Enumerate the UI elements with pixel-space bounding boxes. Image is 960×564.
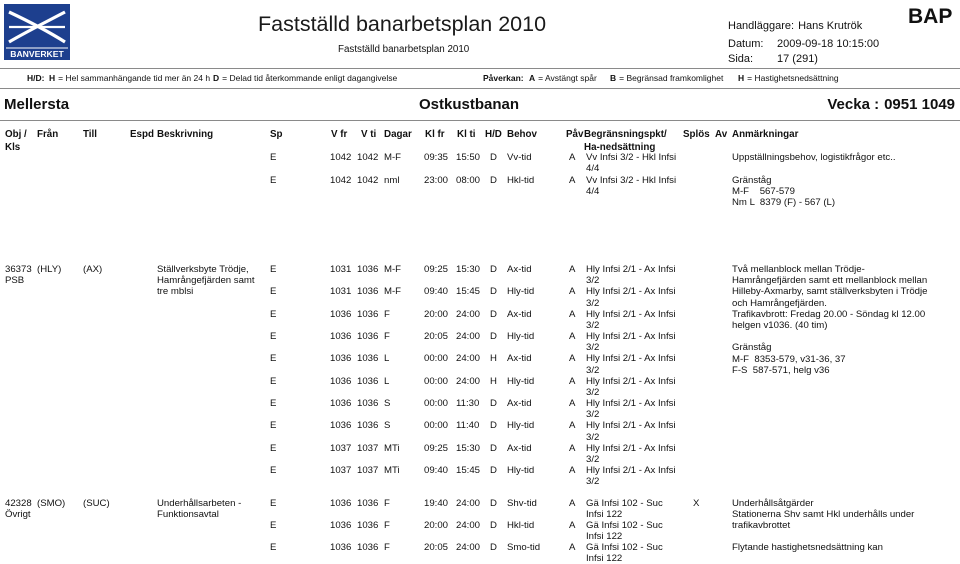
col-header-till: Till [83,129,97,140]
document-code: BAP [908,5,953,28]
remarks-line: Nm L 8379 (F) - 567 (L) [732,197,836,209]
time-to-cell: 08:00 [456,174,481,186]
legend-pav-label-text: Påverkan: [483,73,524,83]
need-cell: Vv-tid [507,152,532,163]
week-to-cell: 1036 [357,398,379,409]
sp-cell: E [270,465,277,476]
hd-cell: D [490,152,497,163]
hd-cell: D [490,174,497,186]
col-header-behov: Behov [507,129,537,140]
need-cell: Ax-tid [507,353,532,365]
time-from-cell: 23:00 [424,174,449,186]
limit-points-cell [586,376,676,398]
days-cell: MTi [384,465,400,476]
week-to-cell: 1036 [357,308,379,320]
week-from-cell: 1031 [330,286,352,298]
remarks-paragraph [732,175,835,209]
legend-text: = Hastighetsnedsättning [747,73,839,83]
hd-cell: D [490,286,497,298]
hd-cell: H [490,353,497,365]
col-header-splos: Splös [683,129,710,140]
need-cell: Hkl-tid [507,519,535,531]
hd-cell: H [490,375,497,387]
time-from-cell: 00:00 [424,353,449,365]
schedule-row [0,420,960,442]
sp-cell: E [270,308,277,320]
sp-cell: E [270,398,277,409]
schedule-row [0,331,960,353]
hd-cell: D [490,331,497,342]
hd-cell: D [490,465,497,476]
sp-cell: E [270,420,277,432]
time-from-cell: 20:00 [424,519,449,531]
legend-key: A [529,73,536,83]
limit-points-line: Hly Infsi 2/1 - Ax Infsi [586,308,676,320]
days-cell: F [384,308,390,320]
days-cell: F [384,331,390,342]
description-line: Ställverksbyte Trödje, [157,264,249,275]
remarks-line: och Hamrångefjärden. [732,297,827,309]
legend-key: B [610,73,617,83]
limit-points-cell [586,398,676,420]
track-release-cell: X [693,498,700,509]
time-to-cell: 15:45 [456,465,481,476]
remarks-cell [732,175,835,209]
col-header-pav: Påv [566,129,584,140]
district-name: Mellersta [4,96,70,113]
need-cell: Ax-tid [507,308,532,320]
week-to-cell: 1037 [357,465,379,476]
datum-value: 2009-09-18 10:15:00 [777,38,880,50]
week-from-cell: 1042 [330,152,352,163]
days-cell: F [384,498,390,509]
remarks-paragraph [732,542,883,553]
object-id-line: PSB [5,275,25,287]
limit-points-line: Hly Infsi 2/1 - Ax Infsi [586,264,676,275]
time-to-cell: 24:00 [456,498,481,509]
time-from-cell: 09:25 [424,264,449,275]
limit-points-cell [586,520,663,542]
impact-cell: A [569,420,576,432]
remarks-line: trafikavbrottet [732,520,791,532]
remarks-line: Gränståg [732,342,772,354]
limit-points-line: Hly Infsi 2/1 - Ax Infsi [586,375,676,387]
legend-text: = Delad tid återkommande enligt dagangivelse [222,73,398,83]
description-line: Funktionsavtal [157,509,219,521]
time-to-cell: 24:00 [456,331,481,342]
limit-points-line: 3/2 [586,409,600,421]
remarks-line: Hilleby-Axmarby, samt ställverksbyten i Trödje [732,286,928,298]
hd-cell: D [490,420,497,432]
impact-cell: A [569,308,576,320]
sp-cell: E [270,174,277,186]
remarks-cell [732,542,883,553]
week-from-cell: 1037 [330,465,352,476]
limit-points-line: Hly Infsi 2/1 - Ax Infsi [586,465,676,476]
limit-points-line: 3/2 [586,476,600,488]
sp-cell: E [270,442,277,454]
remarks-paragraph [732,152,896,163]
sida-label: Sida: [728,53,754,65]
remarks-line: Trafikavbrott: Fredag 20.00 - Söndag kl 12.00 [732,308,926,320]
impact-cell: A [569,375,576,387]
limit-points-line: 3/2 [586,386,600,398]
limit-points-line: 4/4 [586,186,600,197]
week-from-cell: 1036 [330,308,352,320]
week-to-cell: 1036 [357,420,379,432]
time-to-cell: 11:30 [456,398,480,409]
limit-points-cell [586,152,676,174]
col-header-line: Kls [5,142,21,153]
limit-points-cell [586,286,676,308]
week-from-cell: 1031 [330,264,352,275]
days-cell: L [384,375,390,387]
impact-cell: A [569,286,576,298]
week-to-cell: 1036 [357,541,379,553]
object-id-line: 36373 [5,264,32,275]
limit-points-line: Hly Infsi 2/1 - Ax Infsi [586,420,676,432]
sp-cell: E [270,519,277,531]
limit-points-cell [586,264,676,286]
days-cell: L [384,353,390,365]
schedule-row [0,286,960,308]
col-header-av: Av [715,129,728,140]
week-from-cell: 1036 [330,398,352,409]
sp-cell: E [270,375,277,387]
legend-key: D [213,73,220,83]
handlaggare-label: Handläggare: [728,20,795,32]
impact-cell: A [569,152,576,163]
sida-value: 17 (291) [777,53,818,65]
schedule-row [0,398,960,420]
sp-cell: E [270,498,277,509]
hd-cell: D [490,498,497,509]
limit-points-cell [586,498,663,520]
description-line: Hamrångefjärden samt [157,275,255,287]
time-to-cell: 24:00 [456,519,481,531]
hd-cell: D [490,308,497,320]
schedule-row [0,353,960,375]
limit-points-line: Vv Infsi 3/2 - Hkl Infsi [586,152,677,163]
time-to-cell: 24:00 [456,353,481,365]
impact-cell: A [569,442,576,454]
time-from-cell: 09:25 [424,442,449,454]
need-cell: Smo-tid [507,541,541,553]
week-from-cell: 1042 [330,174,352,186]
hd-cell: D [490,264,497,275]
sp-cell: E [270,353,277,365]
sp-cell: E [270,264,277,275]
to-station-line: (AX) [83,264,103,275]
sp-cell: E [270,541,277,553]
sp-cell: E [270,152,277,163]
limit-points-cell [586,542,663,564]
time-from-cell: 09:40 [424,286,449,298]
limit-points-line: Hly Infsi 2/1 - Ax Infsi [586,442,676,454]
sp-cell: E [270,331,277,342]
col-header-line: Ha-nedsättning [584,142,656,153]
days-cell: MTi [384,442,400,454]
limit-points-line: Infsi 122 [586,531,623,542]
days-cell: nml [384,174,400,186]
impact-cell: A [569,465,576,476]
week-to-cell: 1036 [357,331,379,342]
remarks-line: Gränståg [732,174,772,186]
sp-cell: E [270,286,277,298]
week-to-cell: 1036 [357,498,379,509]
col-header-beskrivning: Beskrivning [157,129,214,140]
time-from-cell: 20:05 [424,541,449,553]
need-cell: Ax-tid [507,398,532,409]
legend-hd-label-text: H/D: [27,73,45,83]
remarks-line: helgen v1036. (40 tim) [732,320,828,332]
limit-points-line: 3/2 [586,364,600,376]
impact-cell: A [569,331,576,342]
col-header-klti: Kl ti [457,129,476,140]
hd-cell: D [490,519,497,531]
limit-points-line: 3/2 [586,319,600,331]
limit-points-cell [586,465,676,487]
need-cell: Hly-tid [507,331,535,342]
week-from-cell: 1037 [330,442,352,454]
object-id-line: 42328 [5,498,32,509]
time-from-cell: 00:00 [424,375,449,387]
description-line: Underhållsarbeten - [157,498,242,509]
week-from-cell: 1036 [330,331,352,342]
legend-key: H [49,73,56,83]
from-station-line: (HLY) [37,264,62,275]
remarks-line: M-F 8353-579, v31-36, 37 [732,353,846,365]
limit-points-line: Hly Infsi 2/1 - Ax Infsi [586,286,676,298]
need-cell: Hkl-tid [507,174,535,186]
limit-points-line: 3/2 [586,342,600,354]
time-from-cell: 20:05 [424,331,449,342]
legend-text: = Avstängt spår [538,73,597,83]
week-from-cell: 1036 [330,541,352,553]
col-header-klfr: Kl fr [425,129,445,140]
page-title: Fastställd banarbetsplan 2010 [258,12,547,36]
week-to-cell: 1036 [357,264,379,275]
limit-points-line: Gä Infsi 102 - Suc [586,519,663,531]
col-header-hd: H/D [485,129,502,140]
datum-label: Datum: [728,38,764,50]
limit-points-cell [586,420,676,442]
limit-points-cell [586,309,676,331]
time-from-cell: 00:00 [424,398,449,409]
limit-points-line: 3/2 [586,453,600,465]
week-to-cell: 1036 [357,519,379,531]
hd-cell: D [490,398,497,409]
need-cell: Ax-tid [507,442,532,454]
limit-points-line: Infsi 122 [586,509,623,521]
description-line: tre mblsi [157,286,194,298]
time-to-cell: 24:00 [456,308,481,320]
week-from-cell: 1036 [330,498,352,509]
impact-cell: A [569,541,576,553]
time-from-cell: 19:40 [424,498,449,509]
week-to-cell: 1042 [357,174,379,186]
time-to-cell: 15:30 [456,442,481,454]
time-from-cell: 00:00 [424,420,449,432]
col-header-fran: Från [37,129,59,140]
col-header-vti: V ti [361,129,377,140]
limit-points-line: Hly Infsi 2/1 - Ax Infsi [586,331,676,342]
remarks-line: Två mellanblock mellan Trödje- [732,264,865,275]
remarks-cell [732,152,896,163]
col-header-sp: Sp [270,129,283,140]
limit-points-line: Hly Infsi 2/1 - Ax Infsi [586,353,676,365]
to-station-line: (SUC) [83,498,110,509]
limit-points-line: Vv Infsi 3/2 - Hkl Infsi [586,174,677,186]
hd-cell: D [490,541,497,553]
impact-cell: A [569,498,576,509]
days-cell: S [384,398,391,409]
impact-cell: A [569,264,576,275]
days-cell: M-F [384,152,402,163]
days-cell: S [384,420,391,432]
week-from-cell: 1036 [330,519,352,531]
week-to-cell: 1036 [357,375,379,387]
remarks-line: Underhållsåtgärder [732,498,814,509]
line-name: Ostkustbanan [419,96,520,113]
limit-points-line: 3/2 [586,297,600,309]
schedule-row [0,376,960,398]
time-to-cell: 15:50 [456,152,481,163]
schedule-row [0,174,960,209]
remarks-line: Uppställningsbehov, logistikfrågor etc.. [732,152,896,163]
days-cell: F [384,541,390,553]
schedule-row [0,152,960,174]
impact-cell: A [569,174,576,186]
col-header-line: Obj / [5,129,27,140]
impact-cell: A [569,398,576,409]
week-to-cell: 1036 [357,353,379,365]
week-to-cell: 1036 [357,286,379,298]
remarks-line: Flytande hastighetsnedsättning kan [732,541,883,553]
week-from-cell: 1036 [330,375,352,387]
from-station-line: (SMO) [37,498,66,509]
week-label: Vecka : [827,96,880,113]
time-to-cell: 11:40 [456,420,480,432]
time-to-cell: 15:30 [456,264,481,275]
col-header-dagar: Dagar [384,129,412,140]
limit-points-line: Hly Infsi 2/1 - Ax Infsi [586,398,676,409]
remarks-line: Hamrångefjärden samt ett mellanblock mellan [732,275,928,287]
time-from-cell: 20:00 [424,308,449,320]
need-cell: Hly-tid [507,375,535,387]
schedule-row [0,465,960,487]
remarks-line: M-F 567-579 [732,186,795,197]
col-header-espd: Espd [130,129,154,140]
schedule-row [0,520,960,542]
remarks-line: F-S 587-571, helg v36 [732,364,830,376]
impact-cell: A [569,519,576,531]
legend-text: = Hel sammanhängande tid mer än 24 h [58,73,211,83]
remarks-line: Stationerna Shv samt Hkl underhålls under [732,509,915,521]
col-header-vfr: V fr [331,129,348,140]
need-cell: Shv-tid [507,498,537,509]
limit-points-line: 3/2 [586,431,600,443]
limit-points-line: Gä Infsi 102 - Suc [586,541,663,553]
handlaggare-value: Hans Krutrök [798,20,863,32]
impact-cell: A [569,353,576,365]
week-to-cell: 1037 [357,442,379,454]
limit-points-line: 4/4 [586,163,600,175]
time-from-cell: 09:40 [424,465,449,476]
time-from-cell: 09:35 [424,152,449,163]
schedule-row [0,309,960,331]
time-to-cell: 15:45 [456,286,481,298]
page-subtitle: Fastställd banarbetsplan 2010 [338,44,470,55]
schedule-row [0,542,960,564]
legend-key: H [738,73,745,83]
logo-wordmark: BANVERKET [10,49,64,59]
limit-points-cell [586,353,676,375]
object-id-line: Övrigt [5,509,31,521]
week-values: 0951 1049 [884,96,955,113]
need-cell: Ax-tid [507,264,532,275]
days-cell: M-F [384,286,402,298]
week-to-cell: 1042 [357,152,379,163]
time-to-cell: 24:00 [456,541,481,553]
limit-points-line: 3/2 [586,275,600,287]
limit-points-cell [586,331,676,353]
need-cell: Hly-tid [507,465,535,476]
week-from-cell: 1036 [330,420,352,432]
need-cell: Hly-tid [507,420,535,432]
need-cell: Hly-tid [507,286,535,298]
days-cell: F [384,519,390,531]
col-header-line: Begränsningspkt/ [584,129,667,140]
limit-points-line: Infsi 122 [586,552,623,564]
hd-cell: D [490,442,497,454]
time-to-cell: 24:00 [456,375,481,387]
limit-points-line: Gä Infsi 102 - Suc [586,498,663,509]
col-header-anmarkningar: Anmärkningar [732,129,799,140]
schedule-row [0,443,960,465]
limit-points-cell [586,175,676,197]
days-cell: M-F [384,264,402,275]
limit-points-cell [586,443,676,465]
week-from-cell: 1036 [330,353,352,365]
legend-text: = Begränsad framkomlighet [619,73,724,83]
